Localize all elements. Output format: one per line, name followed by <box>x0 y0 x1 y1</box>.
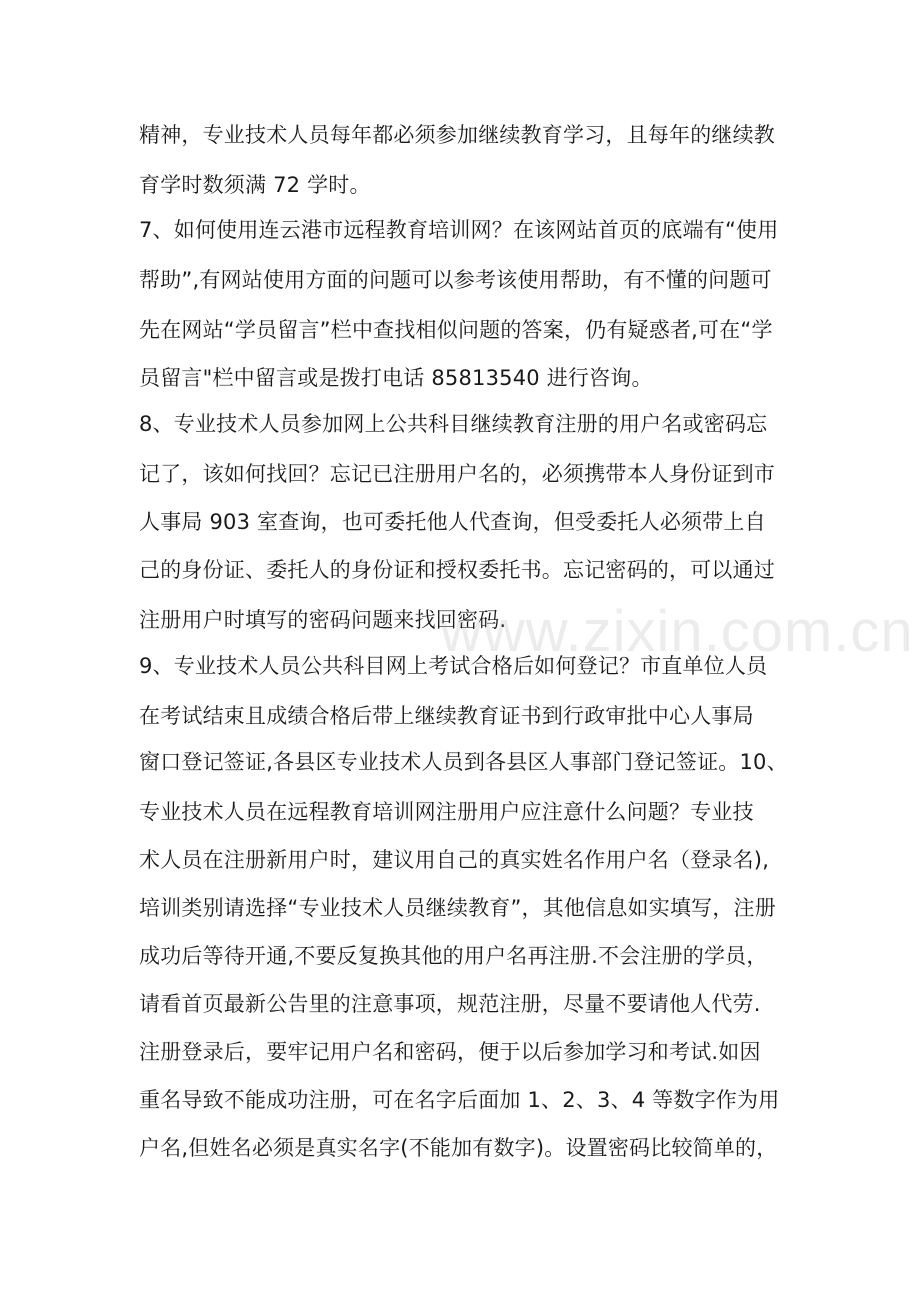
text-line: 在考试结束且成绩合格后带上继续教育证书到行政审批中心人事局 <box>139 704 754 728</box>
text-line: 7、如何使用连云港市远程教育培训网？在该网站首页的底端有“使用 <box>139 218 779 242</box>
text-line: 精神，专业技术人员每年都必须参加继续教育学习，且每年的继续教 <box>139 123 775 147</box>
text-line: 帮助”,有网站使用方面的问题可以参考该使用帮助，有不懂的问题可 <box>139 268 772 292</box>
text-line: 成功后等待开通,不要反复换其他的用户名再注册.不会注册的学员， <box>139 944 768 968</box>
text-line: 先在网站“学员留言”栏中查找相似问题的答案，仍有疑惑者,可在“学 <box>139 318 773 342</box>
text-line: 9、专业技术人员公共科目网上考试合格后如何登记？市直单位人员 <box>139 654 768 678</box>
text-line: 术人员在注册新用户时，建议用自己的真实姓名作用户名（登录名), <box>139 848 770 872</box>
text-line: 记了，该如何找回？忘记已注册用户名的，必须携带本人身份证到市 <box>139 462 775 486</box>
text-line: 人事局 903 室查询，也可委托他人代查询，但受委托人必须带上自 <box>139 510 766 534</box>
text-line: 育学时数须满 72 学时。 <box>139 173 371 197</box>
watermark: www.zixin.com.cn <box>440 599 914 664</box>
text-line: 重名导致不能成功注册，可在名字后面加 1、2、3、4 等数字作为用 <box>139 1088 780 1112</box>
text-line: 员留言"栏中留言或是拨打电话 85813540 进行咨询。 <box>139 366 653 390</box>
text-line: 户名,但姓名必须是真实名字(不能加有数字)。设置密码比较简单的， <box>139 1136 778 1160</box>
text-line: 8、专业技术人员参加网上公共科目继续教育注册的用户名或密码忘 <box>139 412 768 436</box>
text-line: 注册用户时填写的密码问题来找回密码. <box>139 608 507 632</box>
text-line: 窗口登记签证,各县区专业技术人员到各县区人事部门登记签证。10、 <box>139 750 788 774</box>
text-line: 培训类别请选择“专业技术人员继续教育”，其他信息如实填写，注册 <box>139 896 776 920</box>
text-line: 专业技术人员在远程教育培训网注册用户应注意什么问题？专业技 <box>139 800 754 824</box>
text-line: 注册登录后，要牢记用户名和密码，便于以后参加学习和考试.如因 <box>139 1040 761 1064</box>
text-line: 请看首页最新公告里的注意事项，规范注册，尽量不要请他人代劳. <box>139 992 761 1016</box>
text-line: 己的身份证、委托人的身份证和授权委托书。忘记密码的，可以通过 <box>139 558 775 582</box>
